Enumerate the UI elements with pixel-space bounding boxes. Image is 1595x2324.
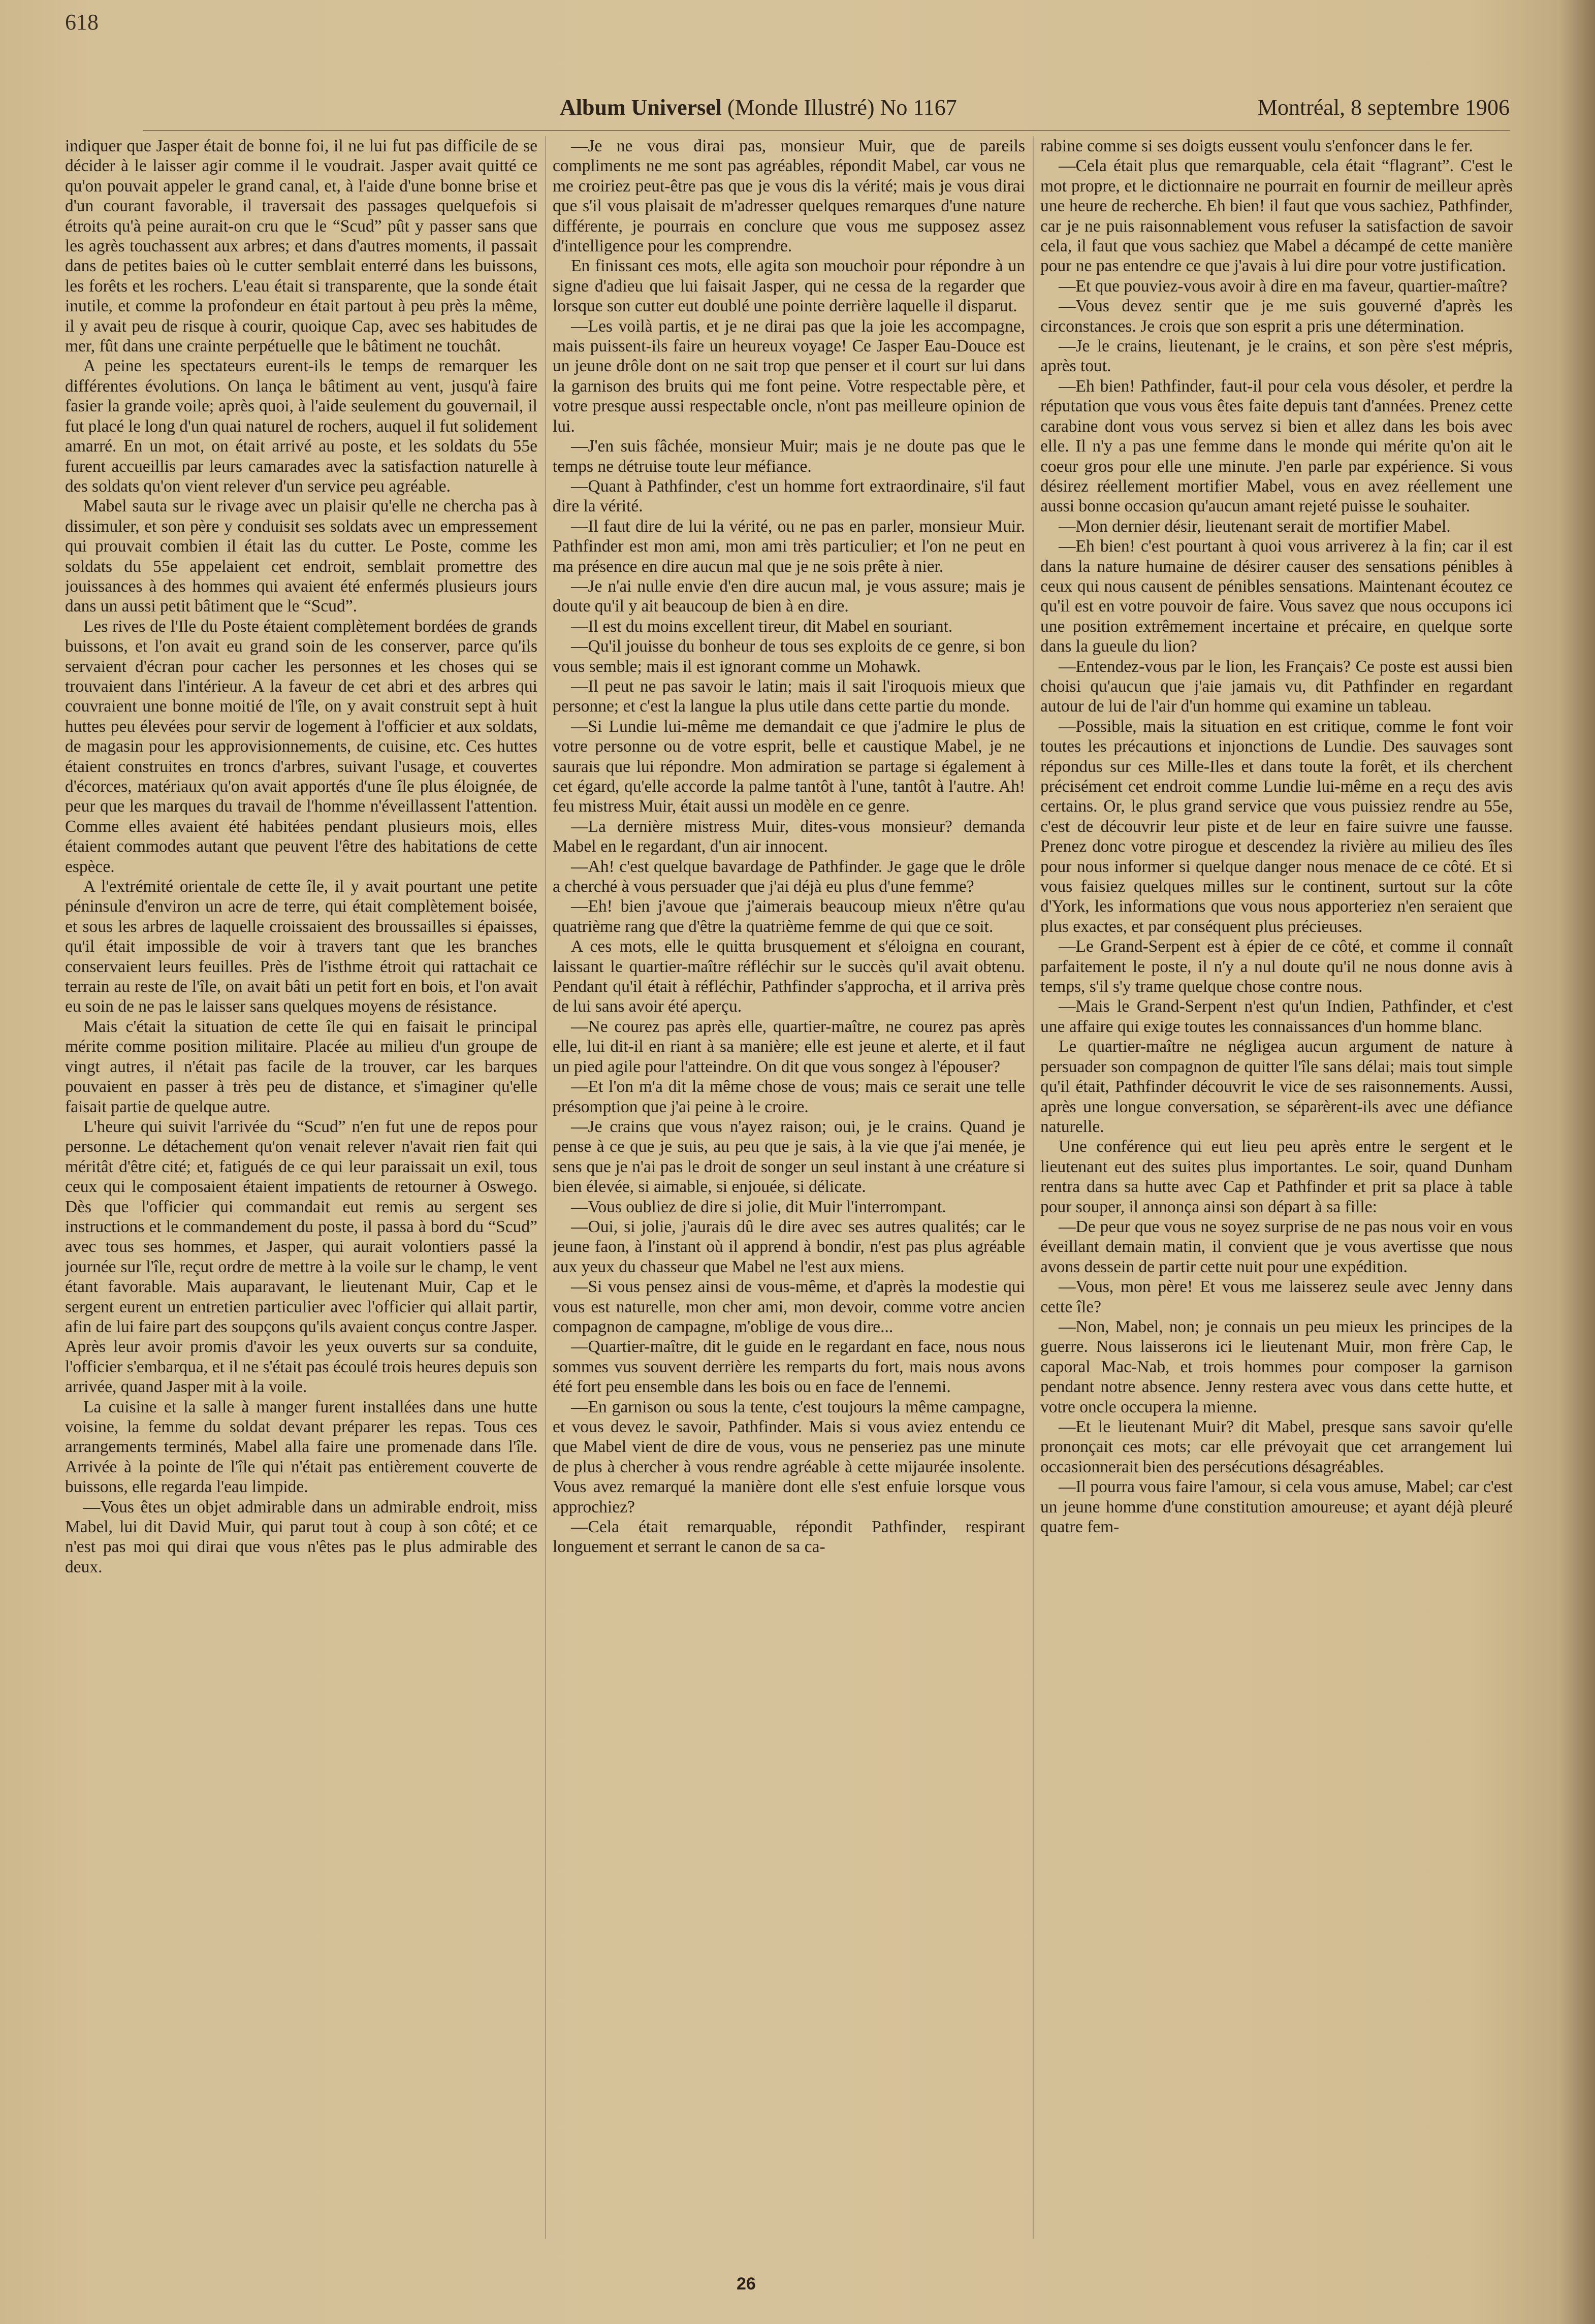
publication-subtitle: (Monde Illustré) xyxy=(727,95,875,120)
paragraph: rabine comme si ses doigts eussent voulu s'enfoncer dans le fer. xyxy=(1040,137,1473,155)
paragraph: Mabel sauta sur le rivage avec un plaisir qu'elle ne chercha pas à dissimuler, et son père y conduisit ses soldats avec un empressement qui prouvait combien il était las du cutter. Le Poste, comme les soldats du 55e appelaient cet endroit, semblait promettre des jouissances à des hommes qui avaient été enfermés plusieurs jours dans un aussi petit bâtiment que le “Scud”. xyxy=(65,497,537,616)
paragraph: —Qu'il jouisse du bonheur de tous ses exploits de ce genre, si bon vous semble; mais il est ignorant comme un Mohawk. xyxy=(553,637,1025,676)
paragraph: indiquer que Jasper était de bonne foi, il ne lui fut pas difficile de se décider à le laisser agir comme il le voudrait. Jasper avait quitté ce qu'on pouvait appeler le grand canal, et, à l'aide d'une bonne brise et d'un courant favorable, il traversait des passages quelquefois si étroits qu'à peine aurait-on cru que le “Scud” pût y passer sans que les agrès touchassent aux arbres; et dans d'autres moments, il passait dans de petites baies où le cutter semblait enterré dans les buissons, les forêts et les rochers. L'eau était si transparente, que la sonde était inutile, et comme la profondeur en était partout à peu près la même, il y avait peu de risque à courir, quoique Cap, avec ses habitudes de mer, fût dans une crainte perpétuelle que le bâtiment ne touchât. xyxy=(65,137,537,356)
paragraph: —Entendez-vous par le lion, les Français? Ce poste est aussi bien choisi qu'aucun que j'aie jamais vu, dit Pathfinder en regardant autour de lui de l'air d'un homme qui examine un tableau. xyxy=(1040,657,1513,716)
paragraph: —Cela était remarquable, répondit Pathfinder, respirant longuement et serrant le canon de sa ca- xyxy=(553,1518,1025,1557)
paragraph: —Cela était plus que remarquable, cela était “flagrant”. C'est le mot propre, et le dictionnaire ne pourrait en fournir de meilleur après une heure de recherche. Eh bien! il faut que vous sachiez, Pathfinder, car je ne puis raisonnablement vous refuser la satisfaction de savoir cela, il faut que vous sachiez que Mabel a décampé de cette manière pour ne pas entendre ce que j'avais à lui dire pour votre justification. xyxy=(1040,156,1513,276)
paragraph: —Vous devez sentir que je me suis gouverné d'après les circonstances. Je crois que son esprit a pris une détermination. xyxy=(1040,297,1513,336)
paragraph: —Ah! c'est quelque bavardage de Pathfinder. Je gage que le drôle a cherché à vous persuader que j'ai déjà eu plus d'une femme? xyxy=(553,857,1025,896)
paragraph: —Vous oubliez de dire si jolie, dit Muir l'interrompant. xyxy=(571,1197,946,1216)
paragraph: A l'extrémité orientale de cette île, il y avait pourtant une petite péninsule d'environ un acre de terre, qui était complètement boisée, et sous les arbres de laquelle croissaient des broussailles si épaisses, qu'il était impossible de voir à travers tant que les branches conservaient leurs feuilles. Près de l'isthme étroit qui rattachait ce terrain au reste de l'île, on avait bâti un petit fort en bois, et l'on avait eu soin de ne pas le laisser sans quelques moyens de résistance. xyxy=(65,877,537,1016)
page-edge-shadow xyxy=(1559,0,1595,2324)
paragraph: —La dernière mistress Muir, dites-vous monsieur? demanda Mabel en le regardant, d'un air innocent. xyxy=(553,817,1025,856)
paragraph: Les rives de l'Ile du Poste étaient complètement bordées de grands buissons, et l'on avait eu grand soin de les conserver, parce qu'ils servaient d'écran pour cacher les personnes et les choses qui se trouvaient dans l'intérieur. A la faveur de cet abri et des arbres qui couvraient une bonne moitié de l'île, on y avait construit sept à huit huttes peu élevées pour servir de logement à l'officier et aux soldats, de magasin pour les approvisionnements, de cuisine, etc. Ces huttes étaient construites en troncs d'arbres, suivant l'usage, et couvertes d'écorces, matériaux qu'on avait apportés d'une île plus éloignée, de peur que les marques du travail de l'homme n'éveillassent l'attention. Comme elles avaient été habitées pendant plusieurs mois, elles étaient commodes autant que peuvent l'être des habitations de cette espèce. xyxy=(65,617,537,876)
paragraph: —Eh bien! c'est pourtant à quoi vous arriverez à la fin; car il est dans la nature humaine de désirer causer des sensations pénibles à ceux qui nous causent de pénibles sensations. Maintenant écoutez ce qu'il est en votre pouvoir de faire. Vous savez que nous occupons ici une position extrêmement incertaine et précaire, en quelque sorte dans la gueule du lion? xyxy=(1040,537,1513,656)
publication-title: Album Universel xyxy=(560,95,722,120)
paragraph: —Et que pouviez-vous avoir à dire en ma faveur, quartier-maître? xyxy=(1059,276,1508,296)
paragraph: —En garnison ou sous la tente, c'est toujours la même campagne, et vous devez le savoir, Pathfinder. Mais si vous aviez entendu ce que Mabel vient de dire de vous, vous ne penseriez pas une minute de plus à chercher à vous rendre agréable à cette mijaurée insolente. Vous avez remarqué la manière dont elle s'est enfuie lorsque vous approchiez? xyxy=(553,1397,1025,1516)
paragraph: —Il pourra vous faire l'amour, si cela vous amuse, Mabel; car c'est un jeune homme d'une constitution amoureuse; et ayant déjà pleuré quatre fem- xyxy=(1040,1477,1513,1537)
paragraph: Une conférence qui eut lieu peu après entre le sergent et le lieutenant eut des suites plus importantes. Le soir, quand Dunham rentra dans sa hutte avec Cap et Pathfinder et prit sa place à table pour souper, il annonça ainsi son départ à sa fille: xyxy=(1040,1137,1513,1216)
folio-number: 26 xyxy=(737,2274,756,2294)
paragraph: —Je n'ai nulle envie d'en dire aucun mal, je vous assure; mais je doute qu'il y ait beaucoup de bien à en dire. xyxy=(553,576,1025,616)
masthead xyxy=(560,94,957,120)
article-columns xyxy=(65,136,1513,2244)
paragraph: Le quartier-maître ne négligea aucun argument de nature à persuader son compagnon de quitter l'île sans délai; mais tout simple qu'il était, Pathfinder découvrit le vice de ses raisonnements. Aussi, après une longue conversation, se séparèrent-ils avec une défiance naturelle. xyxy=(1040,1037,1513,1136)
paragraph: En finissant ces mots, elle agita son mouchoir pour répondre à un signe d'adieu que lui faisait Jasper, qui ne cessa de la regarder que lorsque son cutter eut doublé une pointe derrière laquelle il disparut. xyxy=(553,256,1025,316)
paragraph: —Il est du moins excellent tireur, dit Mabel en souriant. xyxy=(571,617,953,636)
dateline: Montréal, 8 septembre 1906 xyxy=(1257,95,1510,120)
paragraph: —Il faut dire de lui la vérité, ou ne pas en parler, monsieur Muir. Pathfinder est mon ami, mon ami très particulier; et l'on ne peut en ma présence en dire aucun mal que je ne sois prête à nier. xyxy=(553,517,1025,576)
paragraph: Mais c'était la situation de cette île qui en faisait le principal mérite comme position militaire. Placée au milieu d'un groupe de vingt autres, il n'était pas facile de la trouver, car les barques pouvaient en passer à très peu de distance, et s'imaginer qu'elle faisait partie de quelque autre. xyxy=(65,1017,537,1116)
paragraph: —Vous, mon père! Et vous me laisserez seule avec Jenny dans cette île? xyxy=(1040,1277,1513,1316)
paragraph: —Vous êtes un objet admirable dans un admirable endroit, miss Mabel, lui dit David Muir, qui parut tout à coup à son côté; et ce n'est pas moi qui dirai que vous n'êtes pas le plus admirable des deux. xyxy=(65,1497,537,1576)
text-column-2 xyxy=(553,136,1025,2244)
text-column-3 xyxy=(1040,136,1513,2244)
paragraph: —Oui, si jolie, j'aurais dû le dire avec ses autres qualités; car le jeune faon, à l'instant où il apprend à bondir, n'est pas plus agréable aux yeux du chasseur que Mabel ne l'est aux miens. xyxy=(553,1217,1025,1276)
paragraph: —Quant à Pathfinder, c'est un homme fort extraordinaire, s'il faut dire la vérité. xyxy=(553,476,1025,516)
paragraph: L'heure qui suivit l'arrivée du “Scud” n'en fut une de repos pour personne. Le détachement qu'on venait relever n'avait rien fait qui méritât d'être cité; et, fatigués de ce qui leur paraissait un exil, tous ceux qui le composaient étaient impatients de retourner à Oswego. Dès que l'officier qui commandait eut remis au sergent ses instructions et le commandement du poste, il passa à bord du “Scud” avec tous ses hommes, et Jasper, qui aurait volontiers passé la journée sur l'île, reçut ordre de mettre à la voile sur le champ, le vent étant favorable. Mais auparavant, le lieutenant Muir, Cap et le sergent eurent un entretien particulier avec l'officier qui allait partir, afin de lui faire part des soupçons qu'ils avaient conçus contre Jasper. Après leur avoir promis d'avoir les yeux ouverts sur sa conduite, l'officier s'embarqua, et il ne s'était pas écoulé trois heures depuis son arrivée, quand Jasper mit à la voile. xyxy=(65,1117,537,1397)
paragraph: —Le Grand-Serpent est à épier de ce côté, et comme il connaît parfaitement le poste, il n'y a nul doute qu'il ne nous donne avis à temps, s'il s'y trame quelque chose contre nous. xyxy=(1040,937,1513,996)
paragraph: —Et le lieutenant Muir? dit Mabel, presque sans savoir qu'elle prononçait ces mots; car elle prévoyait que cet arrangement lui occasionnerait bien des persécutions désagréables. xyxy=(1040,1417,1513,1476)
paragraph: —Et l'on m'a dit la même chose de vous; mais ce serait une telle présomption que j'ai peine à le croire. xyxy=(553,1077,1025,1116)
issue-number: No 1167 xyxy=(880,95,957,120)
paragraph: La cuisine et la salle à manger furent installées dans une hutte voisine, la femme du soldat devant préparer les repas. Tous ces arrangements terminés, Mabel alla faire une promenade dans l'île. Arrivée à la pointe de l'île qui n'était pas entièrement couverte de buissons, elle regarda l'eau limpide. xyxy=(65,1397,537,1497)
paragraph: —Les voilà partis, et je ne dirai pas que la joie les accompagne, mais puissent-ils faire un heureux voyage! Ce Jasper Eau-Douce est un jeune drôle dont on ne sait trop que penser et il court sur lui dans la garnison des bruits qui me font peine. Votre respectable père, et votre presque aussi respectable oncle, n'ont pas meilleure opinion de lui. xyxy=(553,316,1025,436)
running-header xyxy=(143,94,1510,131)
page-number: 618 xyxy=(65,10,99,35)
paragraph: —Il peut ne pas savoir le latin; mais il sait l'iroquois mieux que personne; et c'est la langue la plus utile dans cette partie du monde. xyxy=(553,676,1025,716)
paragraph: —Possible, mais la situation en est critique, comme le font voir toutes les précautions et injonctions de Lundie. Des sauvages sont répondus sur ces Mille-Iles et dans toute la forêt, et ils cherchent précisément cet endroit comme Lundie lui-même en a reçu des avis certains. Or, le plus grand service que vous puissiez rendre au 55e, c'est de découvrir leur piste et de leur en faire suivre une fausse. Prenez donc votre pirogue et descendez la rivière au milieu des îles pour nous informer si quelque danger nous menace de ce côté. Et si vous faisiez quelques milles sur le continent, surtout sur la côte d'York, les informations que vous nous apporteriez n'en seraient que plus exactes, et par conséquent plus précieuses. xyxy=(1040,717,1513,936)
paragraph: —Quartier-maître, dit le guide en le regardant en face, nous nous sommes vus souvent derrière les remparts du fort, mais nous avons été fort peu ensemble dans les bois ou en face de l'ennemi. xyxy=(553,1337,1025,1397)
paragraph: —Mon dernier désir, lieutenant serait de mortifier Mabel. xyxy=(1059,517,1451,536)
paragraph: —Si Lundie lui-même me demandait ce que j'admire le plus de votre personne ou de votre esprit, belle et caustique Mabel, je ne saurais que lui répondre. Mon admiration se partage si également à cet égard, qu'elle accorde la palme tantôt à l'une, tantôt à l'autre. Ah! feu mistress Muir, était aussi un modèle en ce genre. xyxy=(553,717,1025,816)
paragraph: —Mais le Grand-Serpent n'est qu'un Indien, Pathfinder, et c'est une affaire qui exige toutes les connaissances d'un homme blanc. xyxy=(1040,997,1513,1036)
paragraph: —Si vous pensez ainsi de vous-même, et d'après la modestie qui vous est naturelle, mon cher ami, mon devoir, comme votre ancien compagnon de campagne, m'oblige de vous dire... xyxy=(553,1277,1025,1336)
paragraph: A peine les spectateurs eurent-ils le temps de remarquer les différentes évolutions. On lança le bâtiment au vent, jusqu'à faire fasier la grande voile; après quoi, à l'aide seulement du gouvernail, il fut placé le long d'un quai naturel de rochers, auquel il fut solidement amarré. En un mot, on était arrivé au poste, et les soldats du 55e furent accueillis par leurs camarades avec la satisfaction naturelle à des soldats qu'on vient relever d'un service peu agréable. xyxy=(65,357,537,496)
paragraph: —Je crains que vous n'ayez raison; oui, je le crains. Quand je pense à ce que je suis, au peu que je sais, à la vie que j'ai menée, je sens que je n'ai pas le droit de songer un seul instant à une créature si bien élevée, si aimable, si enjouée, si délicate. xyxy=(553,1117,1025,1197)
paragraph: A ces mots, elle le quitta brusquement et s'éloigna en courant, laissant le quartier-maître réfléchir sur le succès qu'il avait obtenu. Pendant qu'il était à réfléchir, Pathfinder s'approcha, et il arriva près de lui sans avoir été aperçu. xyxy=(553,937,1025,1016)
text-column-1 xyxy=(65,136,537,2244)
paragraph: —Eh bien! Pathfinder, faut-il pour cela vous désoler, et perdre la réputation que vous vous êtes faite depuis tant d'années. Prenez cette carabine dont vous vous servez si bien et allez dans les bois avec elle. Il n'y a pas une femme dans le monde qui mérite qu'on ait le coeur gros pour elle une minute. J'en parle par expérience. Si vous désirez réellement mortifier Mabel, vous en avez réellement une aussi bonne occasion qu'aucun amant rejeté puisse le souhaiter. xyxy=(1040,376,1513,516)
paragraph: —Ne courez pas après elle, quartier-maître, ne courez pas après elle, lui dit-il en riant à sa manière; elle est jeune et alerte, et il faut un pied agile pour l'atteindre. On dit que vous songez à l'épouser? xyxy=(553,1017,1025,1076)
paragraph: —Non, Mabel, non; je connais un peu mieux les principes de la guerre. Nous laisserons ici le lieutenant Muir, mon frère Cap, le caporal Mac-Nab, et trois hommes pour composer la garnison pendant notre absence. Jenny restera avec vous dans cette hutte, et votre oncle occupera la mienne. xyxy=(1040,1317,1513,1416)
paragraph: —Je ne vous dirai pas, monsieur Muir, que de pareils compliments ne me sont pas agréables, répondit Mabel, car vous ne me croiriez peut-être pas que je vous dis la vérité; mais je vous dirai que s'il vous plaisait de m'adresser quelques remarques d'une nature différente, je pourrais en conclure que vous me supposez assez d'intelligence pour les comprendre. xyxy=(553,137,1025,256)
paragraph: —Je le crains, lieutenant, je le crains, et son père s'est mépris, après tout. xyxy=(1040,337,1513,376)
paragraph: —De peur que vous ne soyez surprise de ne pas nous voir en vous éveillant demain matin, il convient que je vous avertisse que nous avons dessein de partir cette nuit pour une expédition. xyxy=(1040,1217,1513,1276)
paragraph: —J'en suis fâchée, monsieur Muir; mais je ne doute pas que le temps ne détruise toute leur méfiance. xyxy=(553,437,1025,476)
paragraph: —Eh! bien j'avoue que j'aimerais beaucoup mieux n'être qu'au quatrième rang que d'être la quatrième femme de qui que ce soit. xyxy=(553,897,1025,936)
